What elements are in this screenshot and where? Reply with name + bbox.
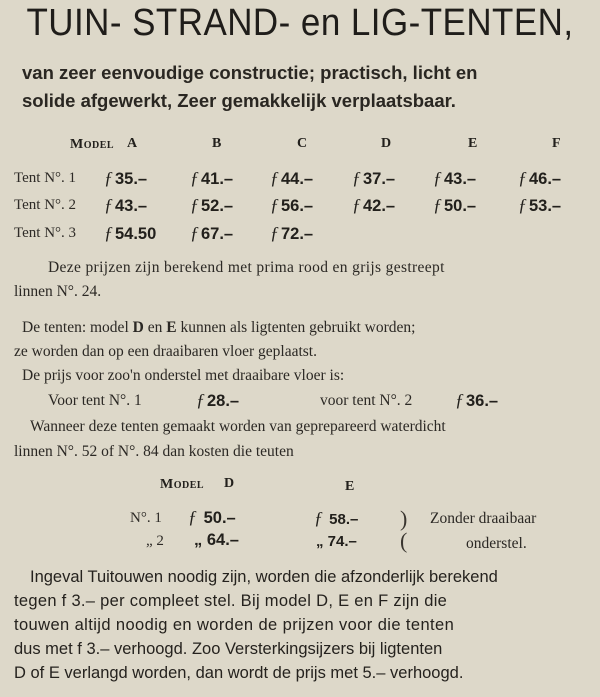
price-a-2: ƒ 43.– [104,195,148,215]
column-header-f: F [552,136,561,151]
price-a-1: ƒ 35.– [104,168,148,188]
column-header-d: D [381,136,392,151]
column-header-e: E [468,136,478,151]
model-label-text: Model [70,137,115,152]
footer-line-4: dus met f 3.– verhoogd. Zoo Versterkingsijzers bij ligtenten [14,640,443,658]
price-c-3: ƒ 72.– [270,223,314,243]
price-e-1: ƒ 43.– [433,168,477,188]
price-f-2: ƒ 53.– [518,195,562,215]
voor-tent-2-label: voor tent N°. 2 [320,392,413,409]
ligtent-line-1: De tenten: model D en E kunnen als ligtenten gebruikt worden; [22,319,416,336]
row-label-tent-2: Tent N°. 2 [14,197,77,213]
second-row-label-2: „ 2 [146,533,164,549]
price-a-3: ƒ 54.50 [104,223,157,243]
ligtent-line-2: ze worden dan op een draaibaren vloer geplaatst. [14,343,317,360]
footer-line-5: D of E verlangd worden, dan wordt de prijs met 5.– verhoogd. [14,664,464,682]
price-e-2: ƒ 50.– [433,195,477,215]
linnen-note-line-2: linnen N°. 24. [14,283,102,300]
subtitle-line-2: solide afgewerkt, Zeer gemakkelijk verplaatsbaar. [22,90,456,111]
voor-tent-2-price: ƒ 36.– [455,390,499,410]
model-label [70,136,114,153]
second-column-header-e: E [345,479,355,494]
price-f-1: ƒ 46.– [518,168,562,188]
column-header-b: B [212,136,222,151]
voor-tent-1-price: ƒ 28.– [196,390,240,410]
linnen-note-line-1: Deze prijzen zijn berekend met prima rood en grijs gestreept [48,259,445,276]
price-b-3: ƒ 67.– [190,223,234,243]
row-label-tent-1: Tent N°. 1 [14,170,77,186]
price-b-2: ƒ 52.– [190,195,234,215]
price-d-1: ƒ 37.– [352,168,396,188]
price-d-2: ƒ 42.– [352,195,396,215]
waterdicht-line-2: linnen N°. 52 of N°. 84 dan kosten die teuten [14,443,294,460]
second-note-line-1: Zonder draaibaar [430,510,537,527]
price-c-1: ƒ 44.– [270,168,314,188]
row-label-tent-3: Tent N°. 3 [14,225,77,241]
brace-icon: ) [400,506,408,531]
page-title: TUIN- STRAND- en LIG-TENTEN, [26,2,574,44]
second-note-line-2: onderstel. [466,535,527,552]
second-price-d-1: ƒ 50.– [188,507,236,527]
price-b-1: ƒ 41.– [190,168,234,188]
second-model-label-text: Model [160,477,205,492]
footer-line-2: tegen f 3.– per compleet stel. Bij model D, E en F zijn die [14,592,448,610]
subtitle-line-1: van zeer eenvoudige constructie; practisch, licht en [22,62,478,83]
price-c-2: ƒ 56.– [270,195,314,215]
voor-tent-1-label: Voor tent N°. 1 [48,392,142,409]
second-price-d-2: „ 64.– [194,531,239,549]
second-row-label-1: N°. 1 [130,510,162,526]
brace-icon-lower: ( [400,528,408,553]
footer-line-1: Ingeval Tuitouwen noodig zijn, worden die afzonderlijk berekend [30,568,498,586]
column-header-a: A [127,136,138,151]
second-model-label [160,476,204,493]
ligtent-line-3: De prijs voor zoo'n onderstel met draaibare vloer is: [22,367,345,384]
second-column-header-d: D [224,476,235,491]
second-price-e-1: ƒ 58.– [314,508,359,528]
column-header-c: C [297,136,308,151]
waterdicht-line-1: Wanneer deze tenten gemaakt worden van geprepareerd waterdicht [30,418,446,435]
second-price-e-2: „ 74.– [316,533,357,550]
footer-line-3: touwen altijd noodig en worden de prijzen voor die tenten [14,616,455,634]
